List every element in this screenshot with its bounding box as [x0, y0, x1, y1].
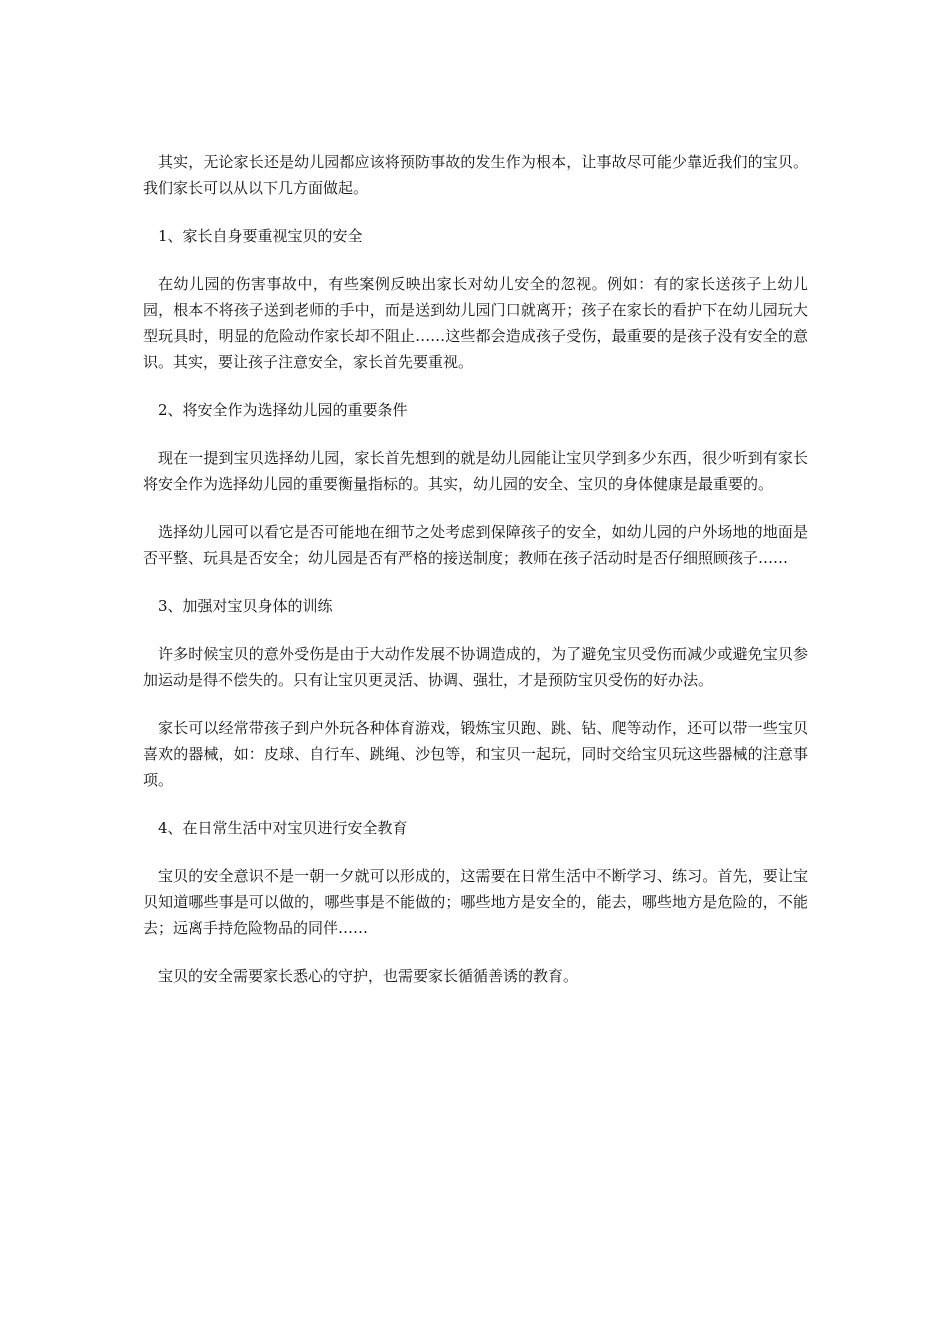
section-heading-1: 1、家长自身要重视宝贝的安全	[158, 227, 363, 245]
section-3-paragraph-2: 家长可以经常带孩子到户外玩各种体育游戏，锻炼宝贝跑、跳、钻、爬等动作，还可以带一些宝贝喜欢的器械，如：皮球、自行车、跳绳、沙包等，和宝贝一起玩，同时交给宝贝玩这些器械的注意事项。	[143, 719, 808, 789]
section-3-paragraph-1: 许多时候宝贝的意外受伤是由于大动作发展不协调造成的，为了避免宝贝受伤而减少或避免宝贝参加运动是得不偿失的。只有让宝贝更灵活、协调、强壮，才是预防宝贝受伤的好办法。	[143, 645, 808, 689]
section-2-paragraph-2: 选择幼儿园可以看它是否可能地在细节之处考虑到保障孩子的安全，如幼儿园的户外场地的地面是否平整、玩具是否安全；幼儿园是否有严格的接送制度；教师在孩子活动时是否仔细照顾孩子……	[143, 523, 808, 567]
section-heading-4: 4、在日常生活中对宝贝进行安全教育	[158, 819, 408, 837]
section-heading-3: 3、加强对宝贝身体的训练	[158, 597, 333, 615]
closing-paragraph: 宝贝的安全需要家长悉心的守护，也需要家长循循善诱的教育。	[158, 967, 579, 985]
document-body	[143, 149, 808, 1011]
section-1-paragraph: 在幼儿园的伤害事故中，有些案例反映出家长对幼儿安全的忽视。例如：有的家长送孩子上幼儿园，根本不将孩子送到老师的手中，而是送到幼儿园门口就离开；孩子在家长的看护下在幼儿园玩大型玩具时，明显的危险动作家长却不阻止……这些都会造成孩子受伤，最重要的是孩子没有安全的意识。其实，要让孩子注意安全，家长首先要重视。	[143, 275, 808, 371]
intro-paragraph: 其实，无论家长还是幼儿园都应该将预防事故的发生作为根本，让事故尽可能少靠近我们的宝贝。我们家长可以从以下几方面做起。	[143, 153, 808, 197]
section-heading-2: 2、将安全作为选择幼儿园的重要条件	[158, 401, 408, 419]
section-4-paragraph: 宝贝的安全意识不是一朝一夕就可以形成的，这需要在日常生活中不断学习、练习。首先，要让宝贝知道哪些事是可以做的，哪些事是不能做的；哪些地方是安全的，能去，哪些地方是危险的，不能去；远离手持危险物品的同伴……	[143, 867, 808, 937]
section-2-paragraph-1: 现在一提到宝贝选择幼儿园，家长首先想到的就是幼儿园能让宝贝学到多少东西，很少听到有家长将安全作为选择幼儿园的重要衡量指标的。其实，幼儿园的安全、宝贝的身体健康是最重要的。	[143, 449, 808, 493]
